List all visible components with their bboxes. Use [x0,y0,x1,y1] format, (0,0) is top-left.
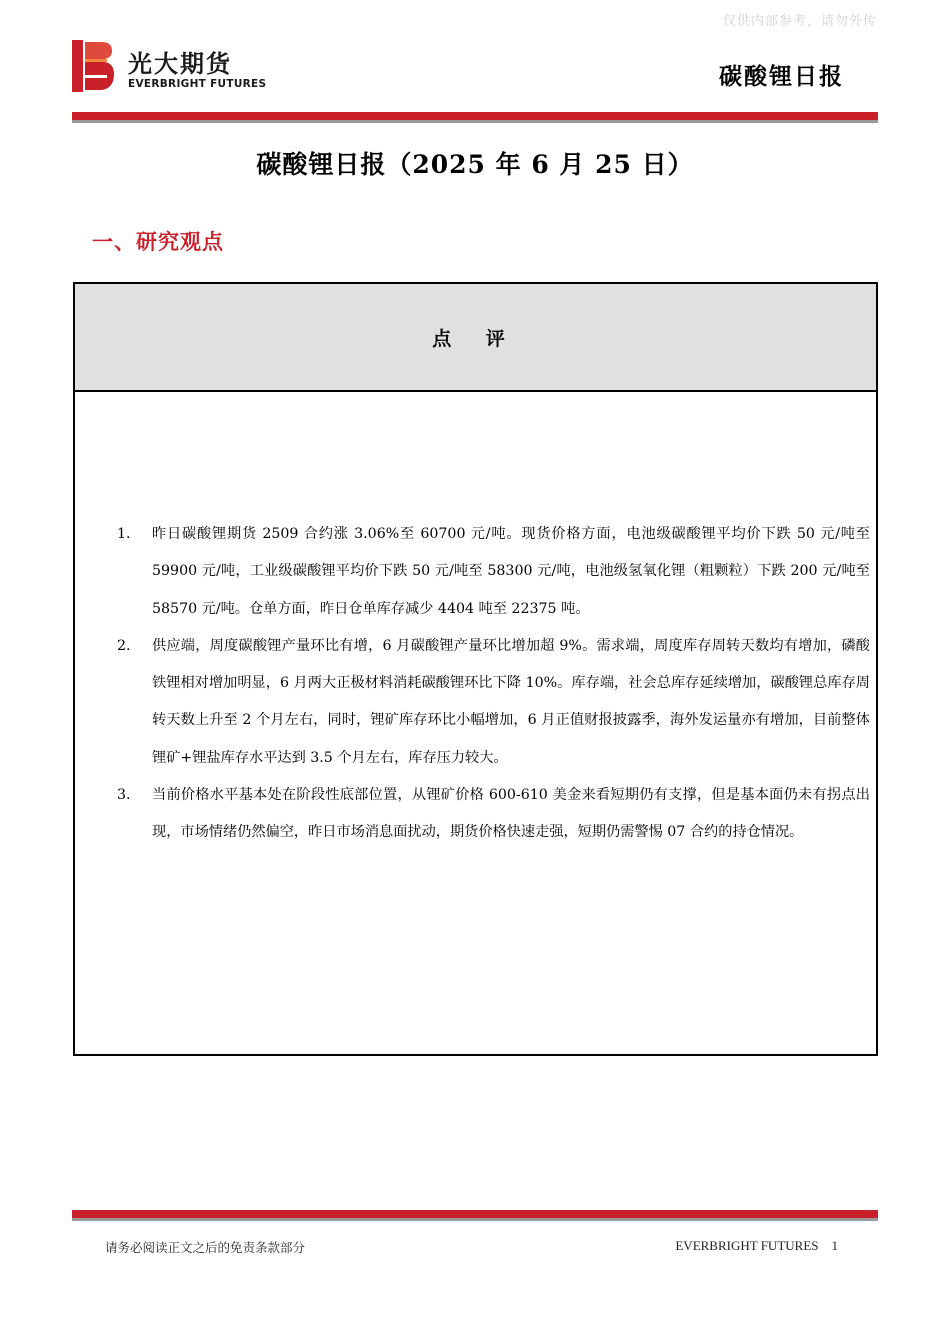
point-number: 3. [117,787,131,804]
point-number: 1. [117,526,131,542]
point-text: 昨日碳酸锂期货 2509 合约涨 3.06%至 60700 元/吨。现货价格方面，电池级碳酸锂平均价下跌 50 元/吨至 59900 元/吨，工业级碳酸锂平均价下跌 50 元/吨至 58300 元/吨，电池级氢氧化锂（粗颗粒）下跌 200 元/吨至 58570 元/吨。仓单方面，昨日仓单库存减少 4404 吨至 22375 吨。 [152,526,870,617]
footer-company-and-page [675,1238,838,1254]
list-item [75,628,876,777]
everbright-logo-icon [72,40,114,92]
page-title: 碳酸锂日报（2025 年 6 月 25 日） [256,150,694,179]
page-number: 1 [831,1238,838,1253]
comment-box [73,282,878,1056]
point-text: 供应端，周度碳酸锂产量环比有增，6 月碳酸锂产量环比增加超 9%。需求端，周度库存周转天数均有增加，磷酸铁锂相对增加明显，6 月两大正极材料消耗碳酸锂环比下降 10%。库存端，社会总库存延续增加，碳酸锂总库存周转天数上升至 2 个月左右，同时，锂矿库存环比小幅增加，6 月正值财报披露季，海外发运量亦有增加，目前整体锂矿+锂盐库存水平达到 3.5 个月左右，库存压力较大。 [152,637,870,766]
point-number: 2. [117,637,131,654]
list-item [75,777,876,852]
logo-name-cn: 光大期货 [128,50,232,78]
footer-company: EVERBRIGHT FUTURES [675,1238,819,1253]
footer-divider [72,1210,878,1218]
company-logo [72,40,292,94]
watermark-text: 仅供内部参考，请勿外传 [722,14,877,29]
point-text: 当前价格水平基本处在阶段性底部位置，从锂矿价格 600-610 美金来看短期仍有支撑，但是基本面仍未有拐点出现，市场情绪仍然偏空，昨日市场消息面扰动，期货价格快速走强，短期仍需警惕 07 合约的持仓情况。 [152,787,870,841]
list-item [75,516,876,628]
footer-disclaimer: 请务必阅读正文之后的免责条款部分 [105,1240,306,1255]
logo-name-en: EVERBRIGHT FUTURES [128,78,267,90]
section-heading: 一、研究观点 [92,230,224,254]
comment-points-list [75,516,876,852]
header-report-type: 碳酸锂日报 [719,64,844,90]
header-divider [72,112,878,120]
comment-box-header: 点 评 [75,284,876,392]
